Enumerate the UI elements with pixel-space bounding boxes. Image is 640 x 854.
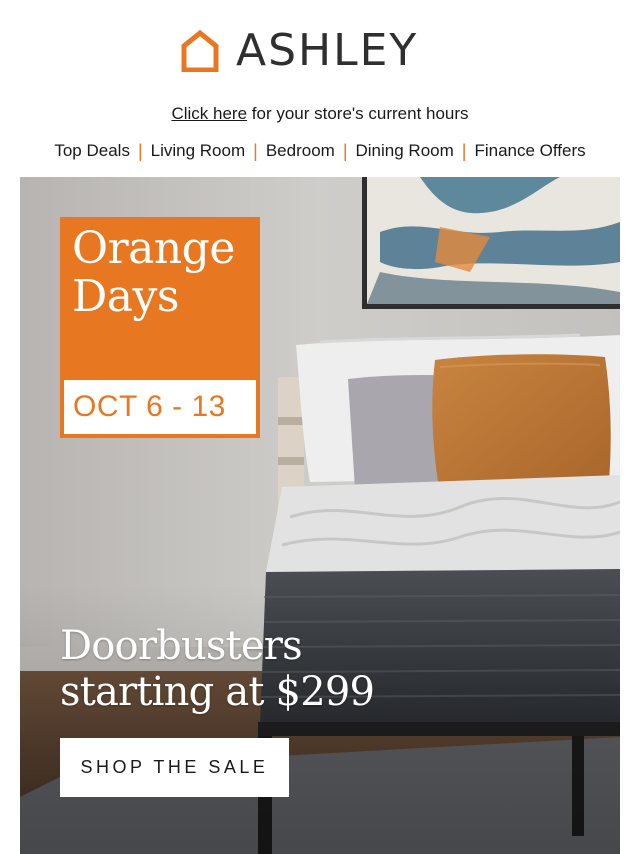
category-nav [0,140,640,162]
nav-bedroom[interactable]: Bedroom [265,141,335,160]
hero-headline [60,623,374,715]
badge-title [72,225,235,321]
sale-dates: OCT 6 - 13 [73,390,226,423]
nav-living-room[interactable]: Living Room [150,141,246,160]
nav-separator: | [461,141,467,161]
headline-line: starting at $299 [60,669,375,715]
hero-banner[interactable] [20,177,620,854]
badge-title-line: Days [72,271,179,322]
store-hours-link[interactable]: Click here [171,104,248,123]
nav-separator: | [342,141,348,161]
badge-title-line: Orange [72,223,235,274]
badge-date-box [64,380,256,434]
nav-top-deals[interactable]: Top Deals [54,141,130,160]
shop-the-sale-button[interactable]: SHOP THE SALE [60,738,289,797]
headline-line: Doorbusters [60,623,302,669]
nav-dining-room[interactable]: Dining Room [355,141,454,160]
store-hours-text: for your store's current hours [247,104,469,123]
nav-finance-offers[interactable]: Finance Offers [474,141,586,160]
nav-separator: | [137,141,143,161]
nav-separator: | [253,141,258,161]
store-hours-line [0,103,640,125]
brand-logo[interactable] [0,26,640,76]
house-outline-icon [180,30,220,72]
brand-wordmark: ASHLEY [236,25,419,76]
orange-days-badge [60,217,260,438]
